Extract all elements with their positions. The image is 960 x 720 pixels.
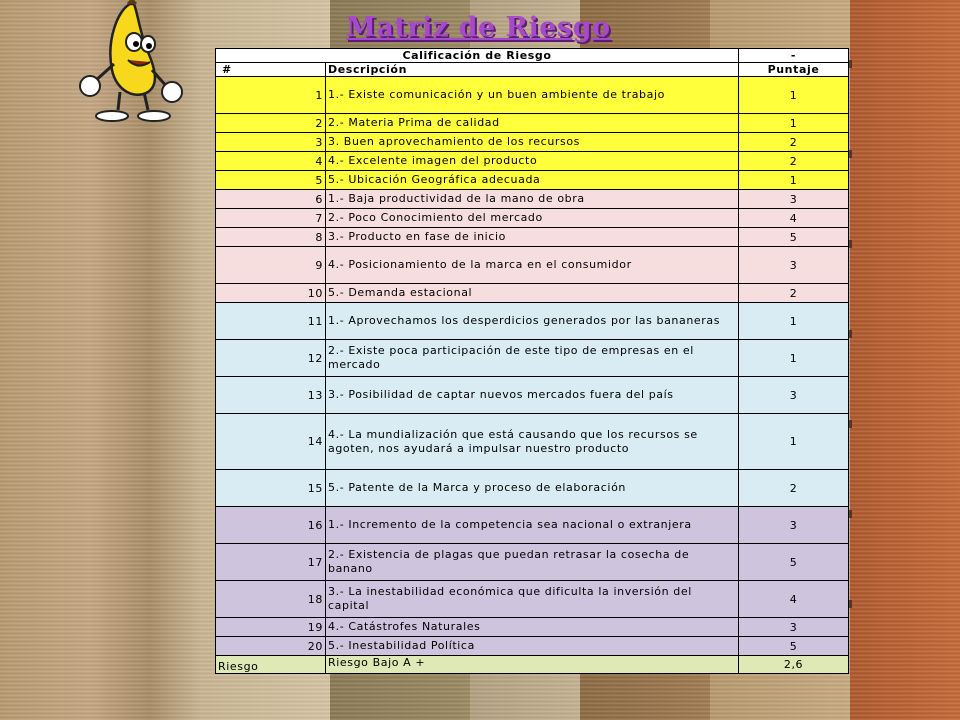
- row-number: 2: [216, 114, 326, 133]
- row-description: 3.- La inestabilidad económica que dificulta la inversión del capital: [326, 581, 739, 618]
- row-number: 11: [216, 303, 326, 340]
- table-row: [216, 470, 849, 507]
- row-description: 4.- Posicionamiento de la marca en el consumidor: [326, 247, 739, 284]
- row-description: 2.- Materia Prima de calidad: [326, 114, 739, 133]
- fabric-stitch: [849, 510, 852, 518]
- row-description: 3.- Producto en fase de inicio: [326, 228, 739, 247]
- fabric-stitch: [849, 330, 852, 338]
- table-row: [216, 284, 849, 303]
- footer-result: Riesgo Bajo A +: [326, 656, 739, 674]
- row-score: 3: [739, 247, 849, 284]
- fabric-stitch: [849, 150, 852, 158]
- row-description: 5.- Inestabilidad Política: [326, 637, 739, 656]
- row-score: 5: [739, 544, 849, 581]
- table-row: [216, 133, 849, 152]
- table-row: [216, 114, 849, 133]
- row-number: 5: [216, 171, 326, 190]
- row-number: 4: [216, 152, 326, 171]
- table-row: [216, 544, 849, 581]
- column-header-number: #: [216, 63, 326, 77]
- row-number: 10: [216, 284, 326, 303]
- row-number: 9: [216, 247, 326, 284]
- dancing-banana-icon: [78, 0, 188, 126]
- row-number: 1: [216, 77, 326, 114]
- row-number: 8: [216, 228, 326, 247]
- table-header-row-title: [216, 49, 849, 63]
- column-header-score: Puntaje: [739, 63, 849, 77]
- row-number: 20: [216, 637, 326, 656]
- fabric-stitch: [849, 420, 852, 428]
- table-row: [216, 152, 849, 171]
- fabric-stitch: [849, 60, 852, 68]
- row-description: 5.- Patente de la Marca y proceso de elaboración: [326, 470, 739, 507]
- row-description: 1.- Existe comunicación y un buen ambiente de trabajo: [326, 77, 739, 114]
- row-number: 16: [216, 507, 326, 544]
- row-score: 1: [739, 171, 849, 190]
- row-description: 3.- Posibilidad de captar nuevos mercados fuera del país: [326, 377, 739, 414]
- row-score: 1: [739, 114, 849, 133]
- column-header-description: Descripción: [326, 63, 739, 77]
- table-row: [216, 618, 849, 637]
- row-score: 1: [739, 340, 849, 377]
- row-number: 15: [216, 470, 326, 507]
- row-score: 3: [739, 618, 849, 637]
- page-title: Matriz de Riesgo: [346, 12, 611, 43]
- row-score: 2: [739, 470, 849, 507]
- row-score: 4: [739, 209, 849, 228]
- row-description: 2.- Poco Conocimiento del mercado: [326, 209, 739, 228]
- footer-label: Riesgo: [216, 656, 326, 674]
- row-score: 2: [739, 152, 849, 171]
- row-description: 5.- Demanda estacional: [326, 284, 739, 303]
- table-header-row-columns: [216, 63, 849, 77]
- table-row: [216, 247, 849, 284]
- row-description: 2.- Existencia de plagas que puedan retrasar la cosecha de banano: [326, 544, 739, 581]
- table-row: [216, 209, 849, 228]
- table-row: [216, 171, 849, 190]
- table-row: [216, 637, 849, 656]
- risk-matrix-table: [215, 48, 849, 674]
- row-number: 3: [216, 133, 326, 152]
- row-number: 19: [216, 618, 326, 637]
- row-score: 4: [739, 581, 849, 618]
- row-score: 5: [739, 228, 849, 247]
- row-score: 2: [739, 284, 849, 303]
- row-score: 3: [739, 507, 849, 544]
- header-mark: -: [739, 49, 849, 63]
- table-row: [216, 303, 849, 340]
- row-description: 1.- Baja productividad de la mano de obra: [326, 190, 739, 209]
- row-description: 3. Buen aprovechamiento de los recursos: [326, 133, 739, 152]
- row-score: 1: [739, 303, 849, 340]
- table-row: [216, 190, 849, 209]
- table-row: [216, 340, 849, 377]
- table-row: [216, 228, 849, 247]
- header-title: Calificación de Riesgo: [216, 49, 739, 63]
- table-row: [216, 377, 849, 414]
- row-description: 1.- Incremento de la competencia sea nacional o extranjera: [326, 507, 739, 544]
- row-description: 1.- Aprovechamos los desperdicios generados por las bananeras: [326, 303, 739, 340]
- row-number: 13: [216, 377, 326, 414]
- fabric-stitch: [849, 240, 852, 248]
- row-score: 2: [739, 133, 849, 152]
- row-number: 17: [216, 544, 326, 581]
- row-description: 4.- Excelente imagen del producto: [326, 152, 739, 171]
- row-score: 1: [739, 77, 849, 114]
- row-score: 3: [739, 190, 849, 209]
- row-number: 7: [216, 209, 326, 228]
- table-row: [216, 77, 849, 114]
- row-description: 4.- La mundialización que está causando que los recursos se agoten, nos ayudará a impulsar nuestro producto: [326, 414, 739, 470]
- table-row: [216, 414, 849, 470]
- row-description: 4.- Catástrofes Naturales: [326, 618, 739, 637]
- row-number: 14: [216, 414, 326, 470]
- table-row: [216, 507, 849, 544]
- row-score: 5: [739, 637, 849, 656]
- footer-score: 2,6: [739, 656, 849, 674]
- table-row: [216, 581, 849, 618]
- row-description: 5.- Ubicación Geográfica adecuada: [326, 171, 739, 190]
- row-number: 12: [216, 340, 326, 377]
- row-number: 6: [216, 190, 326, 209]
- row-number: 18: [216, 581, 326, 618]
- fabric-stitch: [849, 600, 852, 608]
- row-score: 1: [739, 414, 849, 470]
- row-score: 3: [739, 377, 849, 414]
- table-footer-row: [216, 656, 849, 674]
- row-description: 2.- Existe poca participación de este tipo de empresas en el mercado: [326, 340, 739, 377]
